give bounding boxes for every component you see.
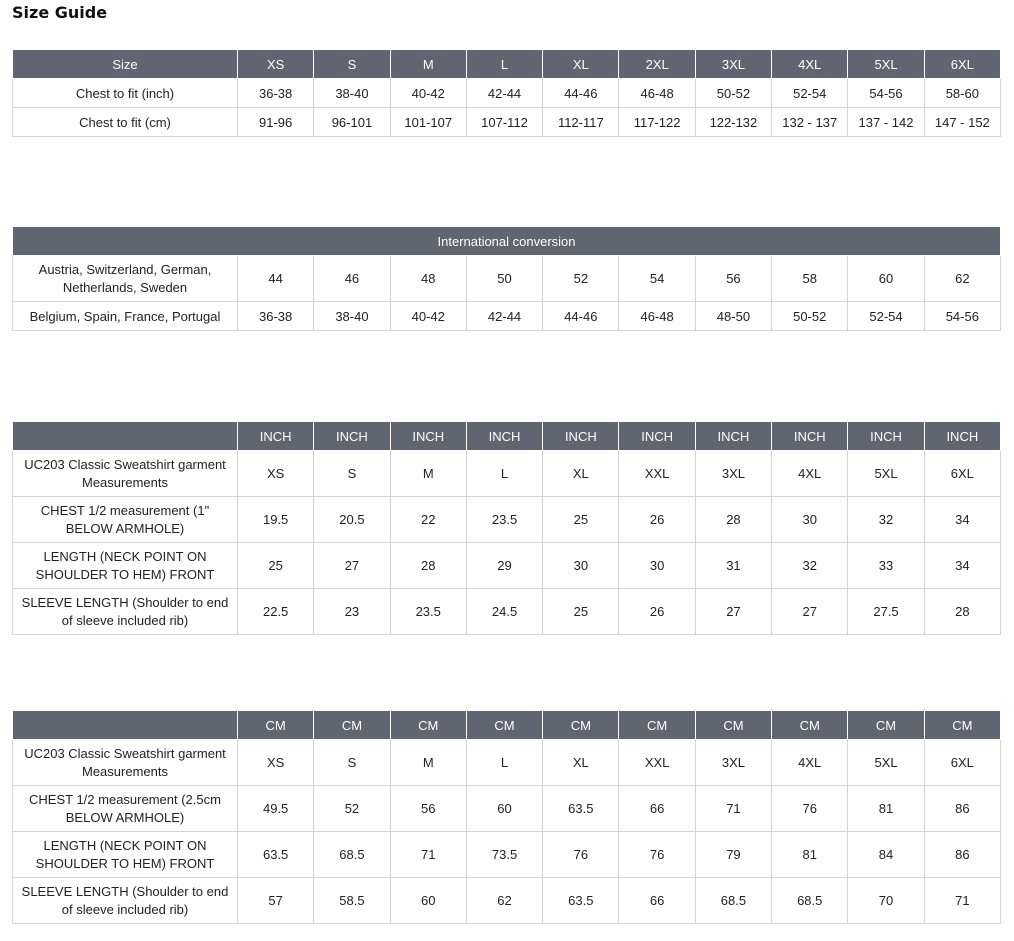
table-cell: 30 <box>619 543 695 589</box>
table-cell: 52 <box>314 786 390 832</box>
table-cell: 84 <box>848 832 924 878</box>
table-cell: 66 <box>619 786 695 832</box>
table-cell: 57 <box>238 878 314 924</box>
table-cell: 46-48 <box>619 302 695 331</box>
header-cell: INCH <box>314 422 390 451</box>
table-cell: 42-44 <box>466 79 542 108</box>
page-title: Size Guide <box>12 3 108 22</box>
table-row <box>13 497 1001 543</box>
row-label: SLEEVE LENGTH (Shoulder to end of sleeve included rib) <box>13 589 238 635</box>
table-cell: 27.5 <box>848 589 924 635</box>
header-cell: XS <box>238 50 314 79</box>
header-cell: INCH <box>695 422 771 451</box>
table-cell: XL <box>543 451 619 497</box>
table-cell: 58.5 <box>314 878 390 924</box>
table-cell: 56 <box>390 786 466 832</box>
table-cell: 5XL <box>848 451 924 497</box>
table-cell: 62 <box>466 878 542 924</box>
table-cell: 36-38 <box>238 302 314 331</box>
inch-table-header <box>13 422 1001 451</box>
header-cell: CM <box>848 711 924 740</box>
table-cell: 117-122 <box>619 108 695 137</box>
table-cell: XXL <box>619 451 695 497</box>
table-cell: 19.5 <box>238 497 314 543</box>
table-cell: 30 <box>772 497 848 543</box>
table-cell: 62 <box>924 256 1000 302</box>
table-cell: 58-60 <box>924 79 1000 108</box>
row-label: CHEST 1/2 measurement (2.5cm BELOW ARMHOLE) <box>13 786 238 832</box>
header-cell: CM <box>543 711 619 740</box>
table-cell: 26 <box>619 589 695 635</box>
header-cell: 3XL <box>695 50 771 79</box>
table-row <box>13 878 1001 924</box>
table-cell: 50-52 <box>772 302 848 331</box>
table-cell: 66 <box>619 878 695 924</box>
intl-conversion-body <box>13 256 1001 331</box>
table-cell: 42-44 <box>466 302 542 331</box>
table-row <box>13 589 1001 635</box>
table-cell: S <box>314 740 390 786</box>
table-row <box>13 740 1001 786</box>
table-cell: 44-46 <box>543 302 619 331</box>
table-cell: 60 <box>848 256 924 302</box>
table-cell: 107-112 <box>466 108 542 137</box>
table-cell: 54-56 <box>848 79 924 108</box>
header-cell: CM <box>619 711 695 740</box>
table-row <box>13 256 1001 302</box>
table-cell: 20.5 <box>314 497 390 543</box>
table-cell: 48-50 <box>695 302 771 331</box>
table-cell: 68.5 <box>772 878 848 924</box>
table-cell: 71 <box>390 832 466 878</box>
table-cell: 71 <box>695 786 771 832</box>
table-cell: 6XL <box>924 451 1000 497</box>
table-cell: 132 - 137 <box>772 108 848 137</box>
table-cell: M <box>390 740 466 786</box>
table-row <box>13 302 1001 331</box>
header-cell: CM <box>695 711 771 740</box>
table-cell: 48 <box>390 256 466 302</box>
inch-table-body <box>13 451 1001 635</box>
header-cell: Size <box>13 50 238 79</box>
table-cell: 58 <box>772 256 848 302</box>
table-cell: 5XL <box>848 740 924 786</box>
table-cell: 25 <box>543 497 619 543</box>
table-cell: 22.5 <box>238 589 314 635</box>
row-label: Austria, Switzerland, German, Netherlands, Sweden <box>13 256 238 302</box>
table-cell: 44-46 <box>543 79 619 108</box>
table-cell: L <box>466 740 542 786</box>
table-cell: 52-54 <box>772 79 848 108</box>
table-cell: 30 <box>543 543 619 589</box>
table-cell: 73.5 <box>466 832 542 878</box>
table-cell: 79 <box>695 832 771 878</box>
row-label: CHEST 1/2 measurement (1" BELOW ARMHOLE) <box>13 497 238 543</box>
row-label: LENGTH (NECK POINT ON SHOULDER TO HEM) FRONT <box>13 543 238 589</box>
table-cell: 76 <box>619 832 695 878</box>
table-cell: 26 <box>619 497 695 543</box>
table-cell: 23.5 <box>466 497 542 543</box>
table-cell: 23 <box>314 589 390 635</box>
header-cell: 5XL <box>848 50 924 79</box>
table-cell: 40-42 <box>390 302 466 331</box>
table-cell: 3XL <box>695 740 771 786</box>
table-cell: 4XL <box>772 740 848 786</box>
table-cell: XXL <box>619 740 695 786</box>
row-label: SLEEVE LENGTH (Shoulder to end of sleeve included rib) <box>13 878 238 924</box>
header-cell: CM <box>466 711 542 740</box>
table-cell: 36-38 <box>238 79 314 108</box>
intl-conversion-table <box>12 226 1001 331</box>
table-cell: 137 - 142 <box>848 108 924 137</box>
header-cell: INCH <box>390 422 466 451</box>
table-cell: 68.5 <box>314 832 390 878</box>
header-cell: INCH <box>543 422 619 451</box>
table-cell: 86 <box>924 786 1000 832</box>
table-cell: 63.5 <box>543 878 619 924</box>
table-cell: 44 <box>238 256 314 302</box>
header-cell <box>13 422 238 451</box>
header-cell <box>13 711 238 740</box>
table-cell: L <box>466 451 542 497</box>
header-cell: INCH <box>924 422 1000 451</box>
cm-measurements-table <box>12 710 1001 924</box>
size-table-body <box>13 79 1001 137</box>
table-cell: 49.5 <box>238 786 314 832</box>
header-cell: INCH <box>466 422 542 451</box>
table-row <box>13 451 1001 497</box>
table-cell: 122-132 <box>695 108 771 137</box>
row-label: Chest to fit (inch) <box>13 79 238 108</box>
table-cell: 32 <box>848 497 924 543</box>
table-cell: 52-54 <box>848 302 924 331</box>
table-cell: 101-107 <box>390 108 466 137</box>
table-cell: 60 <box>390 878 466 924</box>
table-cell: 54 <box>619 256 695 302</box>
table-cell: 32 <box>772 543 848 589</box>
table-row <box>13 543 1001 589</box>
header-cell: INCH <box>619 422 695 451</box>
size-table-header <box>13 50 1001 79</box>
table-cell: 76 <box>772 786 848 832</box>
table-cell: 3XL <box>695 451 771 497</box>
table-cell: 60 <box>466 786 542 832</box>
header-cell: 4XL <box>772 50 848 79</box>
cm-table-header <box>13 711 1001 740</box>
size-table <box>12 49 1001 137</box>
table-cell: 34 <box>924 543 1000 589</box>
row-label: Belgium, Spain, France, Portugal <box>13 302 238 331</box>
table-cell: XS <box>238 740 314 786</box>
table-cell: 71 <box>924 878 1000 924</box>
table-cell: 34 <box>924 497 1000 543</box>
table-cell: 27 <box>772 589 848 635</box>
intl-conversion-header: International conversion <box>13 227 1001 256</box>
table-cell: 31 <box>695 543 771 589</box>
table-cell: 112-117 <box>543 108 619 137</box>
table-row <box>13 786 1001 832</box>
table-cell: 147 - 152 <box>924 108 1000 137</box>
table-row <box>13 108 1001 137</box>
table-cell: 54-56 <box>924 302 1000 331</box>
header-cell: CM <box>238 711 314 740</box>
table-cell: 70 <box>848 878 924 924</box>
header-cell: 2XL <box>619 50 695 79</box>
table-cell: 52 <box>543 256 619 302</box>
table-cell: 28 <box>924 589 1000 635</box>
table-cell: 29 <box>466 543 542 589</box>
table-cell: 86 <box>924 832 1000 878</box>
table-cell: 46-48 <box>619 79 695 108</box>
table-cell: 91-96 <box>238 108 314 137</box>
table-cell: 38-40 <box>314 79 390 108</box>
table-cell: 25 <box>543 589 619 635</box>
table-cell: 96-101 <box>314 108 390 137</box>
header-cell: CM <box>390 711 466 740</box>
header-cell: CM <box>772 711 848 740</box>
table-cell: 81 <box>848 786 924 832</box>
table-cell: 6XL <box>924 740 1000 786</box>
header-cell: XL <box>543 50 619 79</box>
table-cell: M <box>390 451 466 497</box>
header-cell: S <box>314 50 390 79</box>
table-cell: 22 <box>390 497 466 543</box>
table-cell: 24.5 <box>466 589 542 635</box>
table-cell: 63.5 <box>238 832 314 878</box>
table-cell: 76 <box>543 832 619 878</box>
table-cell: 81 <box>772 832 848 878</box>
table-cell: 27 <box>695 589 771 635</box>
row-label: UC203 Classic Sweatshirt garment Measurements <box>13 740 238 786</box>
row-label: UC203 Classic Sweatshirt garment Measurements <box>13 451 238 497</box>
header-cell: M <box>390 50 466 79</box>
table-cell: 23.5 <box>390 589 466 635</box>
table-cell: 27 <box>314 543 390 589</box>
table-cell: 40-42 <box>390 79 466 108</box>
table-row <box>13 832 1001 878</box>
row-label: Chest to fit (cm) <box>13 108 238 137</box>
table-cell: 68.5 <box>695 878 771 924</box>
header-cell: INCH <box>772 422 848 451</box>
header-cell: INCH <box>238 422 314 451</box>
table-row <box>13 79 1001 108</box>
table-cell: 56 <box>695 256 771 302</box>
table-cell: 38-40 <box>314 302 390 331</box>
table-cell: 4XL <box>772 451 848 497</box>
table-cell: XS <box>238 451 314 497</box>
header-cell: L <box>466 50 542 79</box>
table-cell: XL <box>543 740 619 786</box>
table-cell: S <box>314 451 390 497</box>
header-cell: CM <box>314 711 390 740</box>
table-cell: 28 <box>390 543 466 589</box>
header-cell: INCH <box>848 422 924 451</box>
inch-measurements-table <box>12 421 1001 635</box>
table-cell: 33 <box>848 543 924 589</box>
cm-table-body <box>13 740 1001 924</box>
row-label: LENGTH (NECK POINT ON SHOULDER TO HEM) FRONT <box>13 832 238 878</box>
table-cell: 50-52 <box>695 79 771 108</box>
header-cell: 6XL <box>924 50 1000 79</box>
header-cell: CM <box>924 711 1000 740</box>
table-cell: 28 <box>695 497 771 543</box>
table-cell: 46 <box>314 256 390 302</box>
table-cell: 50 <box>466 256 542 302</box>
table-cell: 63.5 <box>543 786 619 832</box>
table-cell: 25 <box>238 543 314 589</box>
